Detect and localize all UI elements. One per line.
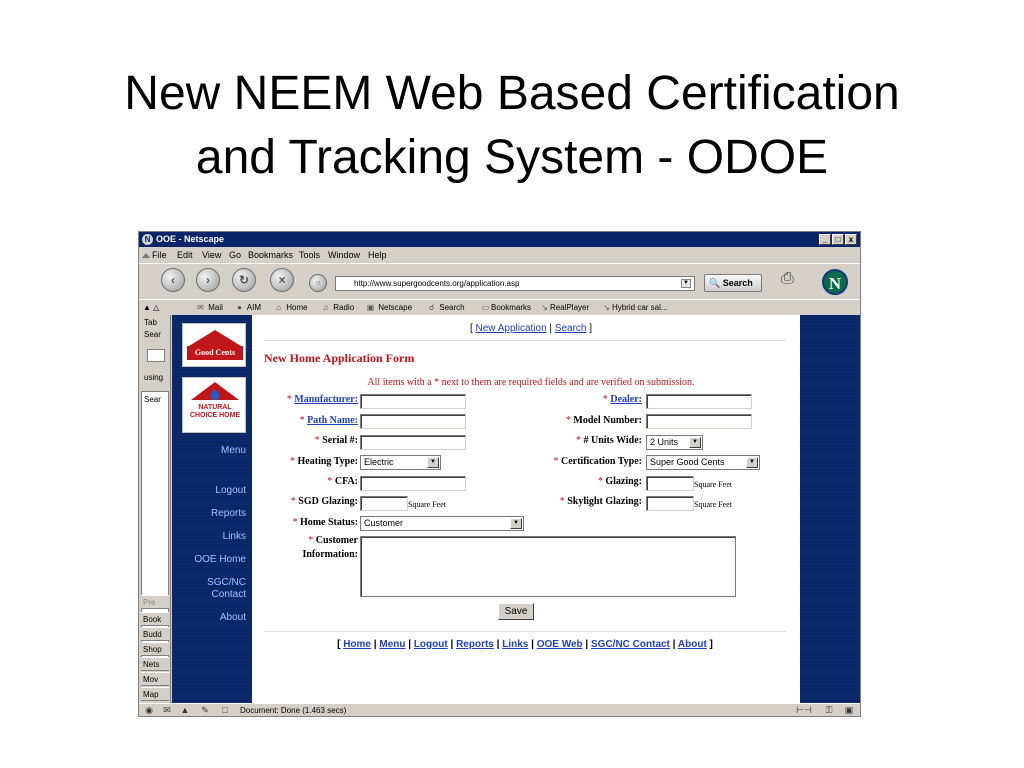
menu-file[interactable]: File [152, 250, 167, 260]
certification-type-select[interactable] [646, 455, 760, 470]
natural-choice-home-logo[interactable] [182, 377, 246, 433]
chevron-down-icon: ▼ [510, 518, 522, 529]
nav-reports[interactable]: Reports [210, 508, 246, 519]
link-icon: ↘ [603, 303, 610, 312]
footer-link-reports[interactable]: Reports [456, 639, 494, 650]
menu-help[interactable]: Help [368, 250, 387, 260]
search-button-label: Search [722, 278, 753, 288]
required-star: * [575, 435, 581, 446]
units-wide-text: # Units Wide: [583, 435, 642, 446]
site-nav [172, 315, 252, 703]
required-star: * [597, 476, 603, 487]
radio-icon: ♫ [322, 303, 329, 312]
path-name-label [300, 414, 358, 428]
browser-sidebar [139, 315, 171, 703]
chevron-down-icon: ▼ [746, 457, 758, 468]
required-star: * [292, 517, 298, 528]
heating-type-select[interactable] [360, 455, 441, 470]
nav-about[interactable]: About [219, 612, 246, 623]
serial-text: Serial #: [322, 435, 358, 446]
home-status-label [292, 516, 358, 530]
bookmark-radio[interactable] [320, 300, 354, 315]
footer-link-about[interactable]: About [677, 639, 707, 650]
sidebar-search-input[interactable] [147, 349, 165, 362]
sidebar-tab-netscape[interactable]: Nets [141, 657, 169, 671]
skylight-glazing-text: Skylight Glazing: [567, 496, 642, 507]
chevron-down-icon: ▼ [689, 437, 701, 448]
aim-icon: ● [237, 303, 242, 312]
bookmark-realplayer[interactable] [539, 300, 589, 315]
divider [264, 340, 786, 341]
sidebar-prev-button[interactable]: Pre [141, 595, 169, 609]
url-dropdown-icon[interactable]: ▼ [681, 279, 691, 288]
sidebar-using-label: using [144, 373, 164, 382]
bookmark-mail-label: Mail [208, 303, 223, 312]
units-wide-label [576, 434, 642, 448]
top-links: [ New Application | Search ] [469, 323, 593, 334]
bookmark-bookmarks[interactable] [480, 300, 531, 315]
required-star: * [308, 535, 314, 546]
logo-sgc-text: Good Cents [187, 346, 243, 360]
nav-sgc-nc-contact[interactable]: SGC/NC Contact [207, 577, 246, 600]
netscape-icon: ▣ [366, 303, 375, 312]
sidebar-tab-movies[interactable]: Mov [141, 672, 169, 686]
status-bar [139, 703, 860, 717]
home-icon: ⌂ [276, 303, 281, 312]
bookmark-search[interactable] [426, 300, 465, 315]
customer-info-textarea[interactable] [360, 536, 736, 597]
certification-type-value: Super Good Cents [650, 457, 725, 467]
sidebar-tab-tab[interactable]: Tab [144, 318, 157, 327]
bookmark-netscape[interactable] [365, 300, 412, 315]
sgd-glazing-input[interactable] [360, 496, 408, 511]
skylight-glazing-input[interactable] [646, 496, 694, 511]
model-number-text: Model Number: [573, 415, 642, 426]
sidebar-tab-buddy[interactable]: Budd [141, 627, 169, 641]
footer-link-logout[interactable]: Logout [413, 639, 448, 650]
bookmark-hybrid[interactable] [601, 300, 668, 315]
composer-icon[interactable]: ✎ [201, 705, 209, 715]
super-good-cents-logo[interactable] [182, 323, 246, 367]
path-name-input[interactable] [360, 414, 466, 429]
flame-icon [211, 390, 219, 400]
bookmark-radio-label: Radio [333, 303, 355, 312]
cfa-text: CFA: [334, 476, 358, 487]
required-star: * [290, 456, 296, 467]
certification-type-text: Certification Type: [560, 456, 642, 467]
maximize-button[interactable]: □ [832, 234, 844, 245]
footer-link-ooe-web[interactable]: OOE Web [536, 639, 583, 650]
address-book-icon[interactable]: □ [222, 705, 228, 715]
navigation-toolbar [139, 263, 860, 299]
browser-window [138, 231, 861, 717]
glazing-unit: Square Feet [694, 480, 732, 489]
cfa-input[interactable] [360, 476, 466, 491]
bookmark-search-label: Search [439, 303, 465, 312]
required-note: All items with a * next to them are required fields and are verified on submission. [367, 377, 695, 388]
netscape-app-icon: N [142, 234, 153, 245]
customer-info-label [278, 534, 358, 562]
footer-link-sgc-nc-contact[interactable]: SGC/NC Contact [591, 639, 670, 650]
serial-label [315, 434, 358, 448]
manufacturer-input[interactable] [360, 394, 466, 409]
required-star: * [327, 476, 333, 487]
netscape-throbber-icon[interactable]: N [822, 269, 848, 295]
connection-icon: ⊢⊣ [796, 705, 812, 715]
required-star: * [602, 394, 608, 405]
sgd-glazing-text: SGD Glazing: [298, 496, 358, 507]
home-status-text: Home Status: [299, 517, 358, 528]
sidebar-tab-bookmarks[interactable]: Book [141, 612, 169, 626]
required-star: * [553, 456, 559, 467]
personal-toolbar [139, 299, 860, 314]
customer-info-text: Customer Information: [302, 535, 358, 560]
footer-link-menu[interactable]: Menu [379, 639, 406, 650]
menu-view[interactable]: View [202, 250, 222, 260]
right-decor-band [800, 315, 860, 703]
footer-link-links[interactable]: Links [502, 639, 529, 650]
back-icon[interactable]: ‹ [161, 268, 185, 292]
model-number-input[interactable] [646, 414, 752, 429]
nav-links[interactable]: Links [222, 531, 246, 542]
heating-type-text: Heating Type: [297, 456, 358, 467]
form-title: New Home Application Form [264, 351, 415, 365]
dealer-label [603, 393, 642, 407]
heating-type-value: Electric [364, 457, 394, 467]
nav-logout[interactable]: Logout [215, 485, 246, 496]
sidebar-tab-maps[interactable]: Map [141, 687, 169, 701]
link-icon: ↘ [541, 303, 548, 312]
skylight-glazing-unit: Square Feet [694, 500, 732, 509]
sgd-glazing-label [291, 495, 358, 509]
status-text: Document: Done (1.463 secs) [240, 706, 347, 715]
menu-bookmarks[interactable]: Bookmarks [248, 250, 294, 260]
reload-icon[interactable]: ↻ [232, 268, 256, 292]
lock-icon[interactable]: ▣ [844, 705, 854, 715]
location-icon: ○ [309, 274, 327, 292]
path-name-link[interactable]: Path Name: [307, 415, 358, 426]
search-icon: ☌ [428, 303, 435, 312]
stop-icon[interactable]: × [270, 268, 294, 292]
search-button[interactable] [704, 274, 762, 292]
divider [264, 631, 786, 632]
menu-window[interactable]: Window [328, 250, 361, 260]
forward-icon[interactable]: › [196, 268, 220, 292]
bookmark-realplayer-label: RealPlayer [550, 303, 590, 312]
menu-edit[interactable]: Edit [177, 250, 193, 260]
print-icon[interactable]: ⎙ [781, 270, 794, 287]
nav-menu[interactable]: Menu [220, 445, 246, 456]
menu-go[interactable]: Go [229, 250, 242, 260]
slide-title-line2: and Tracking System - ODOE [195, 131, 829, 184]
minimize-button[interactable]: _ [819, 234, 831, 245]
units-wide-select[interactable] [646, 435, 703, 450]
window-title: OOE - Netscape [156, 234, 225, 244]
mail-icon[interactable]: ✉ [163, 705, 171, 715]
bookmark-netscape-label: Netscape [378, 303, 413, 312]
serial-input[interactable] [360, 435, 466, 450]
slide-title [0, 62, 1024, 190]
manufacturer-link[interactable]: Manufacturer: [294, 394, 358, 405]
cfa-label [327, 475, 358, 489]
required-star: * [290, 496, 296, 507]
toolbar-grip-icon[interactable] [142, 253, 150, 258]
dealer-input[interactable] [646, 394, 752, 409]
bookmark-aim[interactable] [234, 300, 261, 315]
url-field[interactable] [335, 276, 695, 291]
aim-icon[interactable]: ▲ [180, 705, 190, 715]
folder-icon: ▭ [481, 303, 490, 312]
nav-ooe-home[interactable]: OOE Home [194, 554, 246, 565]
required-star: * [559, 496, 565, 507]
window-titlebar [139, 232, 860, 247]
sidebar-search-results-label: Sear [144, 395, 161, 404]
heating-type-label [290, 455, 358, 469]
bookmark-home[interactable] [273, 300, 308, 315]
close-button[interactable]: x [845, 234, 857, 245]
home-status-value: Customer [364, 518, 404, 528]
search-icon: 🔍 [709, 278, 721, 288]
model-number-label [566, 414, 642, 428]
certification-type-label [553, 455, 642, 469]
skylight-glazing-label [560, 495, 642, 509]
security-icon[interactable]: ⚿ [825, 705, 833, 715]
dealer-link[interactable]: Dealer: [610, 394, 642, 405]
sgd-glazing-unit: Square Feet [408, 500, 446, 509]
chevron-down-icon: ▼ [427, 457, 439, 468]
new-application-link[interactable]: New Application [475, 323, 547, 334]
manufacturer-label [287, 393, 358, 407]
bookmark-bookmarks-label: Bookmarks [491, 303, 532, 312]
glazing-label [598, 475, 642, 489]
form-area [264, 315, 798, 703]
bottom-links: [ Home | Menu | Logout | Reports | Links | OOE Web | SGC/NC Contact | About ] [337, 639, 713, 650]
tab-grip-icon[interactable]: ▲ △ [143, 303, 160, 312]
save-button[interactable]: Save [498, 603, 534, 620]
required-star: * [286, 394, 292, 405]
menu-bar [139, 247, 860, 263]
glazing-text: Glazing: [605, 476, 642, 487]
home-status-select[interactable] [360, 516, 524, 531]
slide-title-line1: New NEEM Web Based Certification [124, 67, 900, 120]
navigator-icon[interactable]: ◉ [145, 705, 153, 715]
required-star: * [314, 435, 320, 446]
mail-icon: ✉ [197, 303, 204, 312]
menu-tools[interactable]: Tools [299, 250, 321, 260]
sidebar-tab-search[interactable]: Sear [144, 330, 161, 339]
logo-roof-icon [189, 330, 241, 346]
footer-link-home[interactable]: Home [343, 639, 371, 650]
units-wide-value: 2 Units [650, 437, 679, 447]
search-link[interactable]: Search [554, 323, 587, 334]
glazing-input[interactable] [646, 476, 694, 491]
bookmark-mail[interactable] [195, 300, 223, 315]
required-star: * [299, 415, 305, 426]
required-star: * [565, 415, 571, 426]
web-page [172, 315, 860, 703]
bookmark-home-label: Home [286, 303, 308, 312]
logo-ncn-text: NATURAL CHOICE HOME [189, 404, 241, 419]
bookmark-aim-label: AIM [246, 303, 262, 312]
sidebar-tab-shop[interactable]: Shop [141, 642, 169, 656]
bookmark-hybrid-label: Hybrid car sal... [612, 303, 668, 312]
url-text: http://www.supergoodcents.org/application.asp [354, 279, 520, 288]
